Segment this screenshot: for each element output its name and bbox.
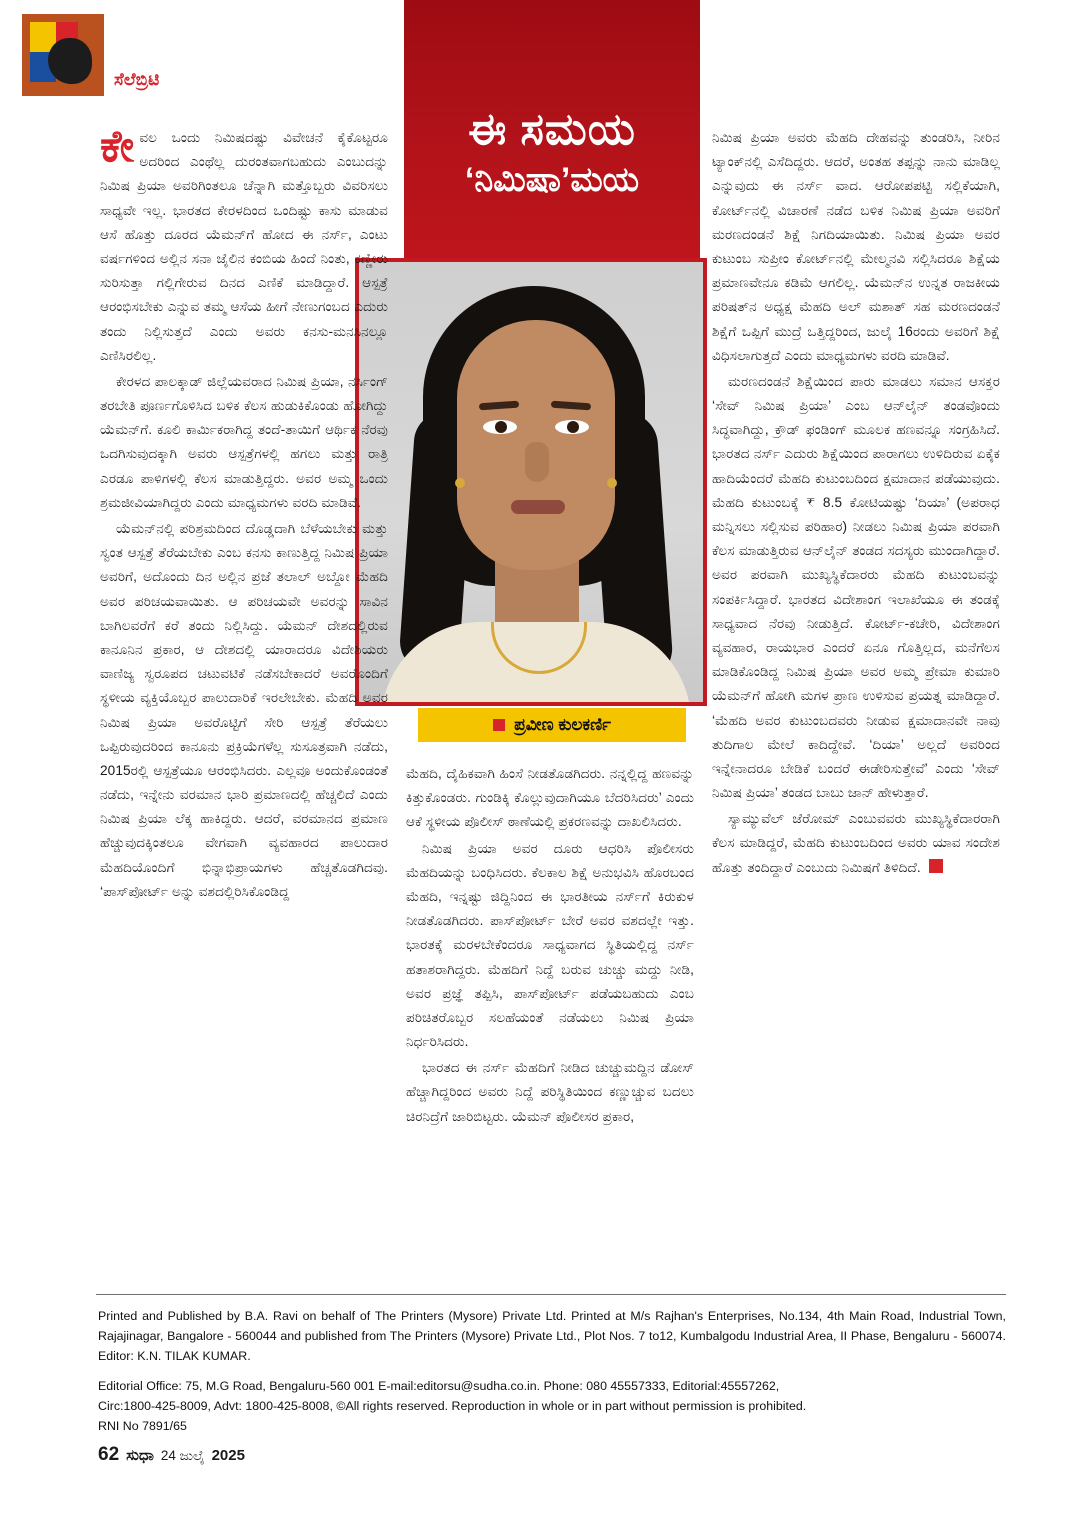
- paragraph: [100, 517, 388, 904]
- colophon-rni: RNI No 7891/65: [98, 1419, 187, 1434]
- article-photo: [355, 258, 707, 706]
- paragraph-text: ಮರಣದಂಡನೆ ಶಿಕ್ಷೆಯಿಂದ ಪಾರು ಮಾಡಲು ಸಮಾನ ಆಸಕ್ತರ ‘ಸೇವ್ ನಿಮಿಷ ಪ್ರಿಯಾ’ ಎಂಬ ಆನ್‌ಲೈನ್ ತಂಡವೊಂದು ಸಿದ್ಧವಾಗಿದ್ದು, ಕ್ರೌಡ್ ಫಂಡಿಂಗ್ ಮೂಲಕ ಹಣವನ್ನೂ ಸಂಗ್ರಹಿಸಿದೆ. ಭಾರತದ ನರ್ಸ್ ಎದುರು ಶಿಕ್ಷೆಯಿಂದ ಪಾರಾಗಲು ಉಳಿದಿರುವ ಏಕೈಕ ಹಾದಿಯೆಂದರೆ ಮೆಹದಿ ಕುಟುಂಬದಿಂದ ಕ್ಷಮಾದಾನ ಪಡೆಯುವುದು. ಮೆಹದಿ ಕುಟುಂಬಕ್ಕೆ ₹ 8.5 ಕೋಟಿಯಷ್ಟು ‘ದಿಯಾ’ (ಅಪರಾಧ ಮನ್ನಿಸಲು ಸಲ್ಲಿಸುವ ಪರಿಹಾರ) ನೀಡಲು ನಿಮಿಷ ಪ್ರಿಯಾ ಪರವಾಗಿ ಕೆಲಸ ಮಾಡುತ್ತಿರುವ ಆನ್‌ಲೈನ್ ತಂಡದ ಸದಸ್ಯರು ಮುಂದಾಗಿದ್ದಾರೆ. ಅವರ ಪರವಾಗಿ ಮುಖ್ಯಸ್ಥಿಕೆದಾರರು ಮೆಹದಿ ಕುಟುಂಬವನ್ನು ಸಂಪರ್ಕಿಸಿದ್ದಾರೆ. ಭಾರತದ ವಿದೇಶಾಂಗ ಇಲಾಖೆಯೂ ಈ ತಂಡಕ್ಕೆ ಸಾಧ್ಯವಾದ ನೆರವು ನೀಡುತ್ತಿದೆ. ಕೋರ್ಟ್-ಕಚೇರಿ, ವಿದೇಶಾಂಗ ವ್ಯವಹಾರ, ರಾಯಭಾರ ಎಂದರೆ ಏನೂ ಗೊತ್ತಿಲ್ಲದ, ಮನೆಗೆಲಸ ಮಾಡಿಕೊಂಡಿದ್ದ ನಿಮಿಷ ಪ್ರಿಯಾ ಅವರ ಅಮ್ಮ ಪ್ರೇಮಾ ಕುಮಾರಿ ಯೆಮನ್‌ಗೆ ಹೋಗಿ ಮಗಳ ಪ್ರಾಣ ಉಳಿಸುವ ಪ್ರಯತ್ನ ಮಾಡಿದ್ದಾರೆ. ‘ಮೆಹದಿ ಅವರ ಕುಟುಂಬದವರು ನೀಡುವ ಕ್ಷಮಾದಾನವೇ ನಾವು ತುದಿಗಾಲ ಮೇಲೆ ಕಾದಿದ್ದೇವೆ. ‘ದಿಯಾ’ ಅಲ್ಲದೆ ಅವರಿಂದ ಇನ್ನೇನಾದರೂ ಬೇಡಿಕೆ ಬಂದರೆ ಈಡೇರಿಸುತ್ತೇವೆ’ ಎಂದು ‘ಸೇವ್ ನಿಮಿಷ ಪ್ರಿಯಾ’ ತಂಡದ ಬಾಬು ಜಾನ್ ಹೇಳುತ್ತಾರೆ.: [712, 373, 1000, 801]
- byline-marker-icon: [493, 719, 505, 731]
- paragraph: [406, 837, 694, 1055]
- headline-line-1: ಈ ಸಮಯ: [468, 105, 636, 154]
- paragraph: [712, 126, 1000, 368]
- colophon-editorial-office: Editorial Office: 75, M.G Road, Bengaluru-560 001 E-mail:editorsu@sudha.co.in. Phone: 080 45557333, Editorial:45557262,: [98, 1379, 780, 1394]
- paragraph-text: ಸ್ಯಾಮ್ಯುವೆಲ್ ಜೆರೋಮ್ ಎಂಬುವವರು ಮುಖ್ಯಸ್ಥಿಕೆದಾರರಾಗಿ ಕೆಲಸ ಮಾಡಿದ್ದರೆ, ಮೆಹದಿ ಕುಟುಂಬದಿಂದ ಅವರು ಯಾವ ಸಂದೇಶ ಹೊತ್ತು ತಂದಿದ್ದಾರೆ ಎಂಬುದು ನಿಮಿಷಗೆ ತಿಳಿದಿದೆ.: [712, 811, 1000, 875]
- headline-line-2: ‘ನಿಮಿಷಾ’ಮಯ: [464, 161, 640, 200]
- magazine-name: ಸುಧಾ: [126, 1447, 154, 1464]
- headline: [404, 0, 700, 266]
- author-name: ಪ್ರವೀಣ ಕುಲಕರ್ಣಿ: [514, 715, 611, 734]
- paragraph: [100, 122, 388, 368]
- page-number: 62: [98, 1444, 120, 1465]
- sudha-logo-icon: [22, 14, 104, 96]
- colophon-circulation: Circ:1800-425-8009, Advt: 1800-425-8008, ©All rights reserved. Reproduction in whole or in part without permission is prohibited.: [98, 1399, 807, 1414]
- paragraph: [712, 807, 1000, 880]
- colophon-print-info: Printed and Published by B.A. Ravi on behalf of The Printers (Mysore) Private Ltd. Printed at M/s Rajhan's Enterprises, No.134, 4th Main Road, Industrial Town, Rajajinagar, Bangalore - 560044 and published from The Printers (Mysore) Private Ltd., Plot Nos. 7 to12, Kumbalgodu Industrial Area, II Phase, Bengaluru - 560074. Editor: K.N. TILAK KUMAR.: [98, 1309, 1006, 1364]
- paragraph-text: ಯೆಮನ್‌ನಲ್ಲಿ ಪರಿಶ್ರಮದಿಂದ ದೊಡ್ಡದಾಗಿ ಬೆಳೆಯಬೇಕು ಮತ್ತು ಸ್ವಂತ ಆಸ್ಪತ್ರೆ ತೆರೆಯಬೇಕು ಎಂಬ ಕನಸು ಕಾಣುತ್ತಿದ್ದ ನಿಮಿಷ ಪ್ರಿಯಾ ಅವರಿಗೆ, ಅದೊಂದು ದಿನ ಅಲ್ಲಿನ ಪ್ರಜೆ ತಲಾಲ್ ಅಬ್ದೋ ಮೆಹದಿ ಅವರ ಪರಿಚಯವಾಯಿತು. ಆ ಪರಿಚಯವೇ ಅವರನ್ನು ಸಾವಿನ ಬಾಗಿಲವರೆಗೆ ಕರೆ ತಂದು ನಿಲ್ಲಿಸಿದ್ದು. ಯೆಮನ್ ದೇಶದಲ್ಲಿರುವ ಕಾನೂನಿನ ಪ್ರಕಾರ, ಆ ದೇಶದಲ್ಲಿ ಯಾರಾದರೂ ವಿದೇಶಿಯರು ವಾಣಿಜ್ಯ ಸ್ವರೂಪದ ಚಟುವಟಿಕೆ ನಡೆಸಬೇಕಾದರೆ ಅವರೊಂದಿಗೆ ಸ್ಥಳೀಯ ವ್ಯಕ್ತಿಯೊಬ್ಬರ ಪಾಲುದಾರಿಕೆ ಇರಲೇಬೇಕು. ಮೆಹದಿ ಅವರ ನಿಮಿಷ ಪ್ರಿಯಾ ಅವರೊಟ್ಟಿಗೆ ಸೇರಿ ಆಸ್ಪತ್ರೆ ತೆರೆಯಲು ಒಪ್ಪಿರುವುದರಿಂದ ಕಾನೂನು ಪ್ರಕ್ರಿಯೆಗಳೆಲ್ಲ ಸುಸೂತ್ರವಾಗಿ ನಡೆದು, 2015ರಲ್ಲಿ ಆಸ್ಪತ್ರೆಯೂ ಆರಂಭಿಸಿದರು. ಎಲ್ಲವೂ ಅಂದುಕೊಂಡಂತೆ ನಡೆದು, ಇನ್ನೇನು ವರಮಾನ ಭಾರಿ ಪ್ರಮಾಣದಲ್ಲಿ ಹೆಚ್ಚಲಿದೆ ಎಂದು ನಿಮಿಷ ಪ್ರಿಯಾ ಲೆಕ್ಕ ಹಾಕಿದ್ದರು. ಆದರೆ, ವರಮಾನದ ಪ್ರಮಾಣ ಹೆಚ್ಚುವುದಕ್ಕಿಂತಲೂ ವೇಗವಾಗಿ ವ್ಯವಹಾರದ ಪಾಲುದಾರ ಮೆಹದಿಯೊಂದಿಗೆ ಭಿನ್ನಾಭಿಪ್ರಾಯಗಳು ಹೆಚ್ಚತೊಡಗಿದವು. ‘ಪಾಸ್‌ಪೋರ್ಟ್ ಅನ್ನು ವಶದಲ್ಲಿರಿಸಿಕೊಂಡಿದ್ದ: [100, 521, 388, 899]
- paragraph-text: ಕೇರಳದ ಪಾಲಕ್ಕಾಡ್ ಜಿಲ್ಲೆಯವರಾದ ನಿಮಿಷ ಪ್ರಿಯಾ, ನರ್ಸಿಂಗ್ ತರಬೇತಿ ಪೂರ್ಣಗೊಳಿಸಿದ ಬಳಿಕ ಕೆಲಸ ಹುಡುಕಿಕೊಂಡು ಹೋಗಿದ್ದು ಯೆಮನ್‌ಗೆ. ಕೂಲಿ ಕಾರ್ಮಿಕರಾಗಿದ್ದ ತಂದೆ-ತಾಯಿಗೆ ಆರ್ಥಿಕ ನೆರವು ಒದಗಿಸುವುದಕ್ಕಾಗಿ ಅವರು ಆಸ್ಪತ್ರೆಗಳಲ್ಲಿ ಹಗಲು ಮತ್ತು ರಾತ್ರಿ ಎರಡೂ ಪಾಳಿಗಳಲ್ಲಿ ಕೆಲಸ ಮಾಡುತ್ತಿದ್ದರು. ಅವರ ಅಮ್ಮ ಒಂದು ಶ್ರಮಜೀವಿಯಾಗಿದ್ದರು ಎಂದು ಮಾಧ್ಯಮಗಳು ವರದಿ ಮಾಡಿವೆ.: [100, 373, 388, 510]
- colophon: [98, 1306, 1006, 1447]
- body-column-middle: [406, 762, 694, 1131]
- body-column-right: [712, 126, 1000, 882]
- paragraph: [100, 370, 388, 515]
- issue-year: 2025: [211, 1447, 245, 1464]
- page-footer: [98, 1444, 245, 1466]
- byline: [418, 708, 686, 742]
- masthead: [22, 14, 159, 96]
- body-column-left: [100, 122, 388, 906]
- drop-cap: ಕೇ: [100, 122, 135, 171]
- paragraph: [712, 370, 1000, 805]
- section-label: ಸೆಲೆಬ್ರಿಟಿ: [114, 70, 160, 89]
- paragraph-text: ಭಾರತದ ಈ ನರ್ಸ್ ಮೆಹದಿಗೆ ನೀಡಿದ ಚುಚ್ಚುಮದ್ದಿನ ಡೋಸ್ ಹೆಚ್ಚಾಗಿದ್ದರಿಂದ ಅವರು ನಿದ್ದೆ ಪರಿಸ್ಥಿತಿಯಿಂದ ಕಣ್ಣುಚ್ಚುವ ಬದಲು ಚಿರನಿದ್ರೆಗೆ ಜಾರಿಬಿಟ್ಟರು. ಯೆಮನ್ ಪೊಲೀಸರ ಪ್ರಕಾರ,: [406, 1060, 694, 1124]
- paragraph-text: ನಿಮಿಷ ಪ್ರಿಯಾ ಅವರ ದೂರು ಆಧರಿಸಿ ಪೊಲೀಸರು ಮೆಹದಿಯನ್ನು ಬಂಧಿಸಿದರು. ಕೆಲಕಾಲ ಶಿಕ್ಷೆ ಅನುಭವಿಸಿ ಹೊರಬಂದ ಮೆಹದಿ, ಇನ್ನಷ್ಟು ಜಿದ್ದಿನಿಂದ ಈ ಭಾರತೀಯ ನರ್ಸ್‌ಗೆ ಕಿರುಕುಳ ನೀಡತೊಡಗಿದರು. ಪಾಸ್‌ಪೋರ್ಟ್ ಬೇರೆ ಅವರ ವಶದಲ್ಲೇ ಇತ್ತು. ಭಾರತಕ್ಕೆ ಮರಳಬೇಕೆಂದರೂ ಸಾಧ್ಯವಾಗದ ಸ್ಥಿತಿಯಲ್ಲಿದ್ದ ನರ್ಸ್ ಹತಾಶರಾಗಿದ್ದರು. ಮೆಹದಿಗೆ ನಿದ್ದೆ ಬರುವ ಚುಚ್ಚು ಮದ್ದು ನೀಡಿ, ಅವರ ಪ್ರಜ್ಞೆ ತಪ್ಪಿಸಿ, ಪಾಸ್‌ಪೋರ್ಟ್ ಪಡೆಯಬಹುದು ಎಂಬ ಪರಿಚಿತರೊಬ್ಬರ ಸಲಹೆಯಂತೆ ನಡೆಯಲು ನಿಮಿಷ ಪ್ರಿಯಾ ನಿರ್ಧರಿಸಿದರು.: [406, 840, 694, 1050]
- paragraph: [406, 762, 694, 835]
- paragraph: [406, 1056, 694, 1129]
- paragraph-text: ವಲ ಒಂದು ನಿಮಿಷದಷ್ಟು ವಿವೇಚನೆ ಕೈಕೊಟ್ಟರೂ ಅದರಿಂದ ಎಂಥೆಲ್ಲ ದುರಂತವಾಗಬಹುದು ಎಂಬುದನ್ನು ನಿಮಿಷ ಪ್ರಿಯಾ ಅವರಿಗಿಂತಲೂ ಚೆನ್ನಾಗಿ ಮತ್ತೊಬ್ಬರು ವಿವರಿಸಲು ಸಾಧ್ಯವೇ ಇಲ್ಲ. ಭಾರತದ ಕೇರಳದಿಂದ ಒಂದಿಷ್ಟು ಕಾಸು ಮಾಡುವ ಆಸೆ ಹೊತ್ತು ದೂರದ ಯೆಮನ್‌ಗೆ ಹೋದ ಈ ನರ್ಸ್, ಎಂಟು ವರ್ಷಗಳಿಂದ ಅಲ್ಲಿನ ಸನಾ ಜೈಲಿನ ಕಂಬಿಯ ಹಿಂದೆ ನಿಂತು, ಕಣ್ಣೀರು ಸುರಿಸುತ್ತಾ ಗಲ್ಲಿಗೇರುವ ದಿನದ ಎಣಿಕೆ ಮಾಡಿದ್ದಾರೆ. ಆಸ್ಪತ್ರೆ ಆರಂಭಿಸಬೇಕು ಎನ್ನುವ ತಮ್ಮ ಆಸೆಯ ಹೀಗೆ ನೇಣುಗಂಬದ ಎದುರು ತಂದು ನಿಲ್ಲಿಸುತ್ತದೆ ಎಂದು ಅವರು ಕನಸು-ಮನಸಿನಲ್ಲೂ ಎಣಿಸಿರಲಿಲ್ಲ.: [100, 130, 388, 363]
- paragraph-text: ನಿಮಿಷ ಪ್ರಿಯಾ ಅವರು ಮೆಹದಿ ದೇಹವನ್ನು ತುಂಡರಿಸಿ, ನೀರಿನ ಟ್ಯಾಂಕ್‌ನಲ್ಲಿ ಎಸೆದಿದ್ದರು. ಆದರೆ, ಅಂತಹ ತಪ್ಪನ್ನು ನಾನು ಮಾಡಿಲ್ಲ ಎನ್ನುವುದು ಈ ನರ್ಸ್ ವಾದ. ಆರೋಪಪಟ್ಟಿ ಸಲ್ಲಿಕೆಯಾಗಿ, ಕೋರ್ಟ್‌ನಲ್ಲಿ ವಿಚಾರಣೆ ನಡೆದ ಬಳಿಕ ನಿಮಿಷ ಪ್ರಿಯಾ ಅವರಿಗೆ ಮರಣದಂಡನೆ ಶಿಕ್ಷೆ ನಿಗದಿಯಾಯಿತು. ನಿಮಿಷ ಪ್ರಿಯಾ ಅವರ ಕುಟುಂಬ ಸುಪ್ರೀಂ ಕೋರ್ಟ್‌ನಲ್ಲಿ ಮೇಲ್ಮನವಿ ಸಲ್ಲಿಸಿದರೂ ಶಿಕ್ಷೆಯ ಪ್ರಮಾಣವೇನೂ ಕಡಿಮೆ ಆಗಲಿಲ್ಲ. ಯೆಮನ್‌ನ ಉನ್ನತ ರಾಜಕೀಯ ಪರಿಷತ್‌ನ ಅಧ್ಯಕ್ಷ ಮೆಹದಿ ಅಲ್ ಮಶಾತ್ ಸಹ ಮರಣದಂಡನೆ ಶಿಕ್ಷೆಗೆ ಒಪ್ಪಿಗೆ ಮುದ್ರೆ ಒತ್ತಿದ್ದರಿಂದ, ಜುಲೈ 16ರಂದು ಅವರಿಗೆ ಶಿಕ್ಷೆ ವಿಧಿಸಲಾಗುತ್ತದೆ ಎಂದು ಮಾಧ್ಯಮಗಳು ವರದಿ ಮಾಡಿವೆ.: [712, 130, 1000, 363]
- issue-date: 24 ಜುಲೈ: [160, 1448, 205, 1463]
- end-of-article-marker-icon: [929, 859, 943, 873]
- footer-divider: [96, 1294, 1006, 1295]
- paragraph-text: ಮೆಹದಿ, ದೈಹಿಕವಾಗಿ ಹಿಂಸೆ ನೀಡತೊಡಗಿದರು. ನನ್ನಲ್ಲಿದ್ದ ಹಣವನ್ನು ಕಿತ್ತುಕೊಂಡರು. ಗುಂಡಿಕ್ಕಿ ಕೊಲ್ಲುವುದಾಗಿಯೂ ಬೆದರಿಸಿದರು’ ಎಂದು ಆಕೆ ಸ್ಥಳೀಯ ಪೊಲೀಸ್ ಠಾಣೆಯಲ್ಲಿ ಪ್ರಕರಣವನ್ನು ದಾಖಲಿಸಿದರು.: [406, 766, 694, 830]
